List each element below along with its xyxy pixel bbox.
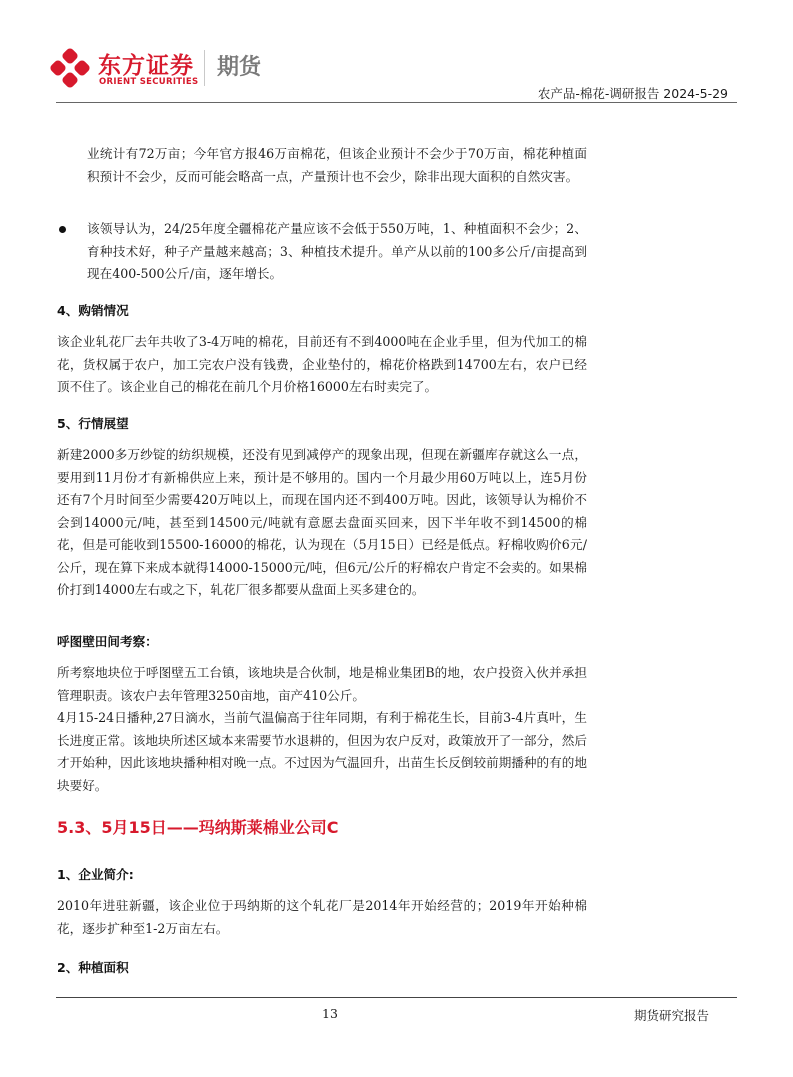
logo-divider bbox=[204, 50, 205, 86]
page-number: 13 bbox=[322, 1006, 338, 1021]
heading-company-intro: 1、企业简介: bbox=[57, 867, 134, 882]
paragraph-field-survey-2: 4月15-24日播种,27日滴水，当前气温偏高于往年同期，有利于棉花生长，目前3-4片真叶，生长进度正常。该地块所述区域本来需要节水退耕的，但因为农户反对，政策放开了一部分，然后才开始种，因此该地块播种相对晚一点。不过因为气温回升，出苗生长反倒较前期播种的有的地块要好。 bbox=[57, 710, 587, 793]
brand-name-cn: 东方证券 bbox=[98, 53, 194, 79]
page-header bbox=[0, 0, 793, 105]
bullet-item-yield: 该领导认为，24/25年度全疆棉花产量应该不会低于550万吨，1、种植面积不会少；2、育种技术好，种子产量越来越高；3、种植技术提升。单产从以前的100多公斤/亩提高到现在400-500公斤/亩，逐年增长。 bbox=[87, 221, 587, 281]
heading-purchase-sales: 4、购销情况 bbox=[57, 303, 129, 318]
paragraph-market-outlook: 新建2000多万纱锭的纺织规模，还没有见到减停产的现象出现，但现在新疆库存就这么一点，要用到11月份才有新棉供应上来，预计是不够用的。国内一个月最少用60万吨以上，连5月份还有7个月时间至少需要420万吨以上，而现在国内还不到400万吨。因此，该领导认为棉价不会到14000元/吨，甚至到14500元/吨就有意愿去盘面买回来，因下半年收不到14500的棉花，但是可能收到15500-16000的棉花，认为现在（5月15日）已经是低点。籽棉收购价6元/公斤，现在算下来成本就得14000-15000元/吨，但6元/公斤的籽棉农户肯定不会卖的。如果棉价打到14000左右或之下，轧花厂很多都要从盘面上买多建仓的。 bbox=[57, 447, 587, 597]
paragraph-field-survey-1: 所考察地块位于呼图壁五工台镇，该地块是合伙制，地是棉业集团B的地，农户投资入伙并承担管理职责。该农户去年管理3250亩地，亩产410公斤。 bbox=[57, 665, 587, 703]
header-divider bbox=[56, 102, 737, 103]
paragraph-company-intro: 2010年进驻新疆，该企业位于玛纳斯的这个轧花厂是2014年开始经营的；2019年开始种棉花，逐步扩种至1-2万亩左右。 bbox=[57, 898, 587, 936]
bullet-icon bbox=[59, 226, 66, 233]
heading-planting-area: 2、种植面积 bbox=[57, 960, 129, 975]
paragraph-purchase-sales: 该企业轧花厂去年共收了3-4万吨的棉花，目前还有不到4000吨在企业手里，但为代加工的棉花，货权属于农户，加工完农户没有钱费，企业垫付的，棉花价格跌到14700左右，农户已经顶不住了。该企业自己的棉花在前几个月价格16000左右时卖完了。 bbox=[57, 334, 587, 394]
heading-market-outlook: 5、行情展望 bbox=[57, 416, 129, 431]
division-name: 期货 bbox=[217, 55, 262, 80]
report-meta: 农产品-棉花-调研报告 2024-5-29 bbox=[537, 86, 728, 101]
orient-logo-icon bbox=[50, 48, 90, 88]
heading-field-survey: 呼图壁田间考察： bbox=[57, 634, 158, 649]
footer-divider bbox=[56, 997, 737, 998]
footer-label: 期货研究报告 bbox=[633, 1008, 709, 1023]
brand-name-en: ORIENT SECURITIES bbox=[99, 77, 199, 87]
paragraph-intro: 业统计有72万亩；今年官方报46万亩棉花，但该企业预计不会少于70万亩，棉花种植面积预计不会少，反而可能会略高一点，产量预计也不会少，除非出现大面积的自然灾害。 bbox=[87, 146, 587, 184]
section-heading: 5.3、5月15日——玛纳斯莱棉业公司C bbox=[57, 818, 339, 837]
